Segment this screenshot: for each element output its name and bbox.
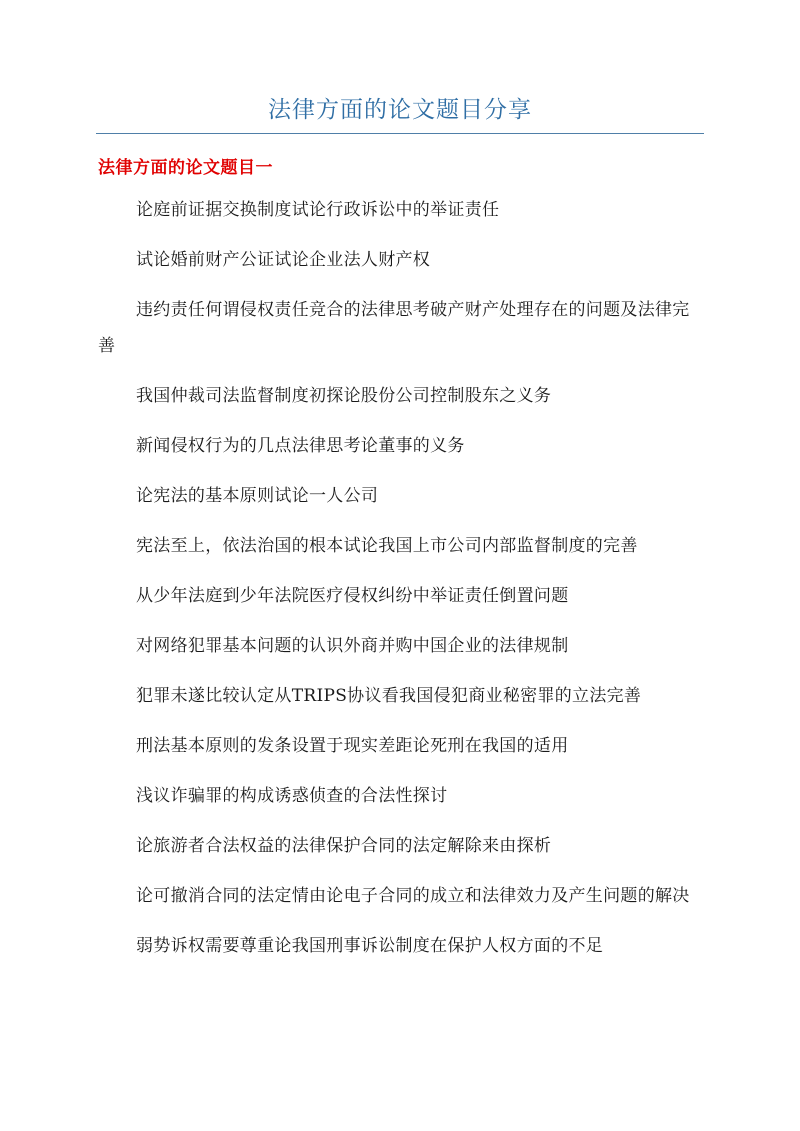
list-item: 试论婚前财产公证试论企业法人财产权 <box>136 250 431 270</box>
list-item: 刑法基本原则的发条设置于现实差距论死刑在我国的适用 <box>136 736 569 756</box>
section-heading: 法律方面的论文题目一 <box>98 158 273 178</box>
list-item: 论庭前证据交换制度试论行政诉讼中的举证责任 <box>136 200 500 220</box>
list-item: 对网络犯罪基本问题的认识外商并购中国企业的法律规制 <box>136 636 569 656</box>
title-divider <box>96 133 704 134</box>
list-item: 我国仲裁司法监督制度初探论股份公司控制股东之义务 <box>136 386 552 406</box>
list-item: 违约责任何谓侵权责任竞合的法律思考破产财产处理存在的问题及法律完善 <box>98 300 690 356</box>
list-item: 浅议诈骗罪的构成诱惑侦查的合法性探讨 <box>136 786 448 806</box>
list-item: 论宪法的基本原则试论一人公司 <box>136 486 379 506</box>
list-item: 论可撤消合同的法定情由论电子合同的成立和法律效力及产生问题的解决 <box>136 886 690 906</box>
list-item: 新闻侵权行为的几点法律思考论董事的义务 <box>136 436 465 456</box>
list-item: 犯罪未遂比较认定从TRIPS协议看我国侵犯商业秘密罪的立法完善 <box>136 686 642 706</box>
list-item: 弱势诉权需要尊重论我国刑事诉讼制度在保护人权方面的不足 <box>136 936 604 956</box>
document-title: 法律方面的论文题目分享 <box>268 97 532 123</box>
list-item: 从少年法庭到少年法院医疗侵权纠纷中举证责任倒置问题 <box>136 586 569 606</box>
list-item: 论旅游者合法权益的法律保护合同的法定解除来由探析 <box>136 836 552 856</box>
list-item: 宪法至上，依法治国的根本试论我国上市公司内部监督制度的完善 <box>136 536 638 556</box>
thesis-topic-list <box>98 192 704 978</box>
